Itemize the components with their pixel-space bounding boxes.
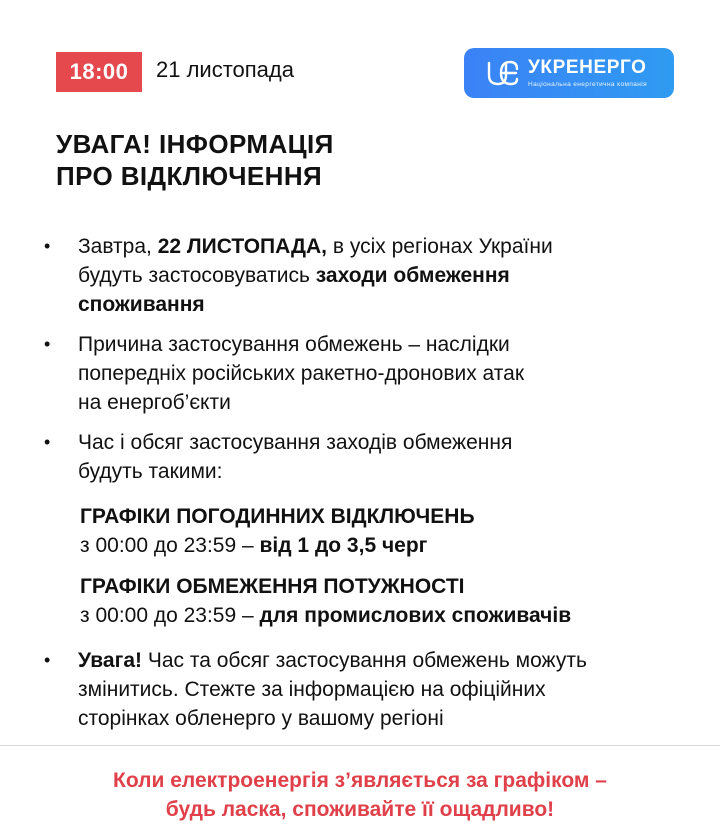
schedule-line bbox=[80, 601, 571, 630]
schedule-title: ГРАФІКИ ОБМЕЖЕННЯ ПОТУЖНОСТІ bbox=[80, 575, 465, 598]
bold-text: споживання bbox=[78, 293, 205, 316]
ukrenergo-logo-icon bbox=[486, 59, 520, 87]
bullet-line: будуть такими: bbox=[78, 460, 223, 483]
bullet-dot: • bbox=[44, 236, 51, 256]
logo-name: УКРЕНЕРГО bbox=[528, 57, 647, 78]
schedule-block bbox=[80, 502, 475, 560]
date-text: 21 листопада bbox=[156, 57, 294, 82]
list-item bbox=[40, 232, 553, 319]
bullet-line: змінитись. Стежте за інформацією на офіційних bbox=[78, 678, 546, 701]
bullet-line: Причина застосування обмежень – наслідки bbox=[78, 333, 510, 356]
list-item bbox=[40, 646, 587, 733]
footer-line-1: Коли електроенергія з’являється за графіком – bbox=[113, 769, 607, 792]
list-item bbox=[40, 428, 512, 486]
bullet-dot: • bbox=[44, 432, 51, 452]
bullet-line bbox=[78, 261, 553, 290]
bullet-line: попередніх російських ракетно-дронових атак bbox=[78, 362, 525, 385]
time-badge bbox=[56, 52, 142, 92]
schedule-time: з 00:00 до 23:59 – bbox=[80, 604, 260, 627]
schedule-detail: від 1 до 3,5 черг bbox=[259, 534, 428, 557]
text: в усіх регіонах України bbox=[327, 235, 553, 258]
time-text: 18:00 bbox=[69, 59, 129, 84]
text: Завтра, bbox=[78, 235, 158, 258]
bold-date: 22 ЛИСТОПАДА, bbox=[157, 235, 328, 258]
ukrenergo-logo bbox=[464, 48, 674, 98]
bullet-line bbox=[78, 232, 553, 261]
title-line-1: УВАГА! ІНФОРМАЦІЯ bbox=[56, 129, 334, 159]
header bbox=[56, 48, 674, 98]
bold-text: заходи обмеження bbox=[315, 264, 510, 287]
list-item bbox=[40, 330, 524, 417]
bullet-line: Час і обсяг застосування заходів обмеження bbox=[78, 431, 513, 454]
footer-note bbox=[0, 766, 720, 824]
bullet-line bbox=[78, 646, 587, 675]
bullet-line bbox=[78, 290, 553, 319]
bullet-dot: • bbox=[44, 650, 51, 670]
schedule-block bbox=[80, 572, 571, 630]
logo-subtitle: Національна енергетична компанія bbox=[528, 81, 648, 88]
footer-line-2: будь ласка, споживайте її ощадливо! bbox=[165, 798, 555, 821]
divider bbox=[0, 745, 720, 746]
schedule-detail: для промислових споживачів bbox=[259, 604, 572, 627]
text: будуть застосовуватись bbox=[78, 264, 316, 287]
bullet-line: на енергоб’єкти bbox=[78, 391, 231, 414]
bullet-dot: • bbox=[44, 334, 51, 354]
title-line-2: ПРО ВІДКЛЮЧЕННЯ bbox=[56, 161, 323, 191]
text: Час та обсяг застосування обмежень можуть bbox=[142, 649, 587, 672]
schedule-title: ГРАФІКИ ПОГОДИННИХ ВІДКЛЮЧЕНЬ bbox=[80, 505, 475, 528]
page-title bbox=[56, 128, 334, 192]
schedule-line bbox=[80, 531, 475, 560]
warning-label: Увага! bbox=[78, 649, 142, 672]
schedule-time: з 00:00 до 23:59 – bbox=[80, 534, 260, 557]
bullet-line: сторінках обленерго у вашому регіоні bbox=[78, 707, 444, 730]
